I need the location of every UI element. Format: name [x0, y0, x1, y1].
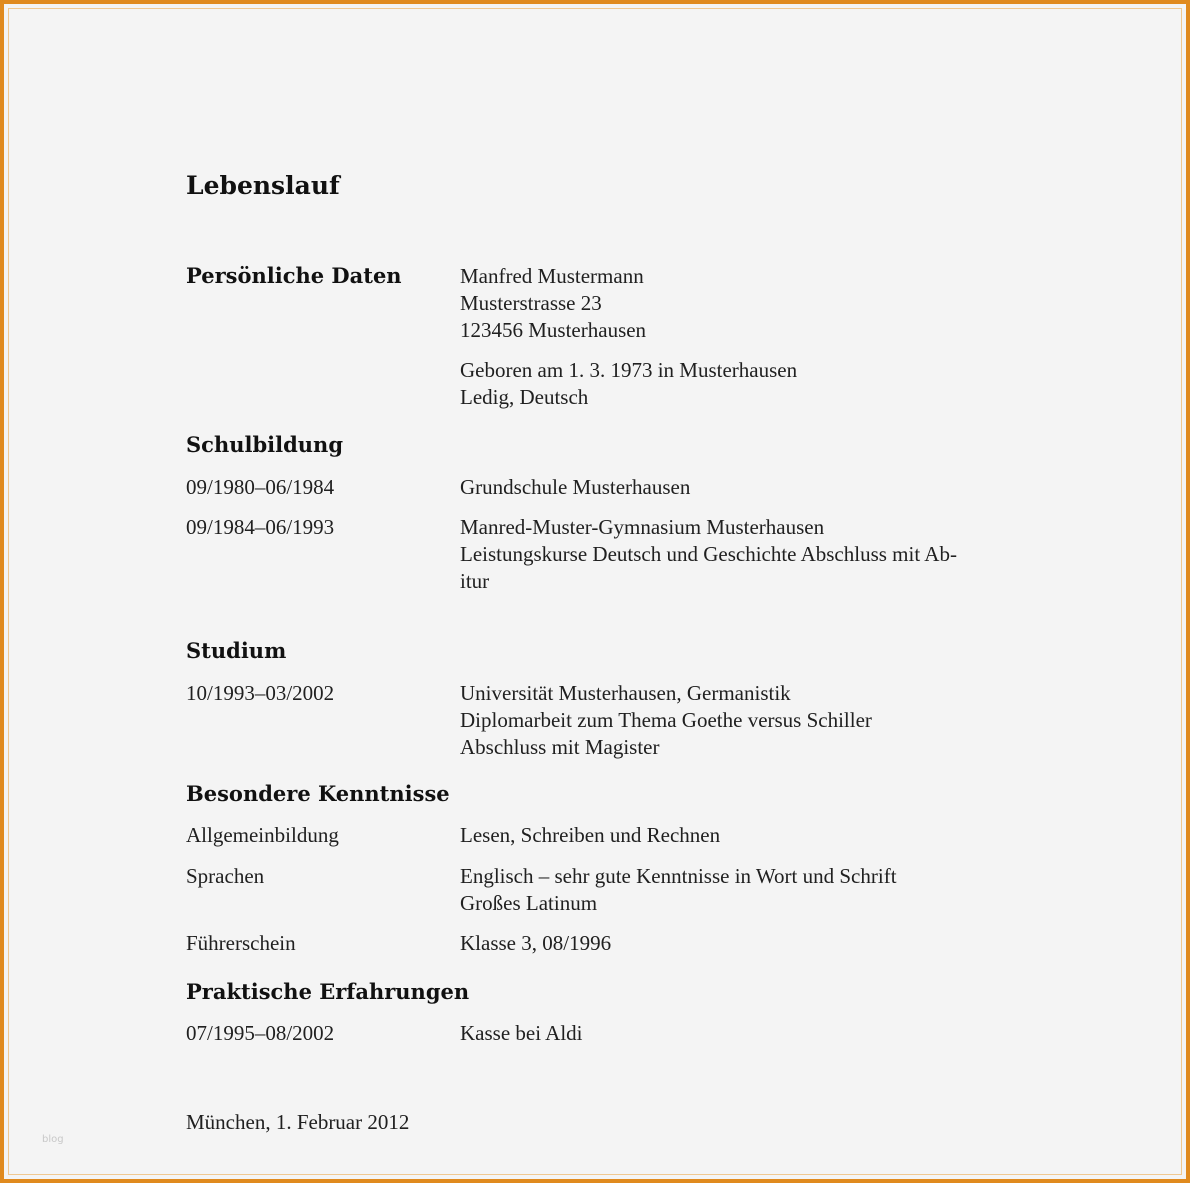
personal-name: Manfred Mustermann	[460, 264, 644, 288]
section-heading-skills: Besondere Kenntnisse	[186, 781, 450, 806]
experience-entry-label: 07/1995–08/2002	[186, 1021, 335, 1045]
school-entry-line: Manred-Muster-Gymnasium Musterhausen	[460, 515, 825, 539]
school-entry-line: Leistungskurse Deutsch und Geschichte Abschluss mit Ab-	[460, 542, 957, 566]
skills-entry-line: Englisch – sehr gute Kenntnisse in Wort und Schrift	[460, 864, 897, 888]
school-entry-label: 09/1984–06/1993	[186, 515, 335, 539]
section-heading-study: Studium	[186, 638, 287, 663]
skills-entry-label: Sprachen	[186, 864, 265, 888]
personal-city: 123456 Musterhausen	[460, 318, 647, 342]
section-heading-school: Schulbildung	[186, 432, 344, 457]
study-entry-line: Diplomarbeit zum Thema Goethe versus Schiller	[460, 708, 872, 732]
skills-entry-line: Großes Latinum	[460, 891, 598, 915]
section-heading-personal: Persönliche Daten	[186, 263, 402, 288]
place-and-date: München, 1. Februar 2012	[186, 1110, 410, 1134]
personal-status: Ledig, Deutsch	[460, 385, 589, 409]
study-entry-line: Universität Musterhausen, Germanistik	[460, 681, 791, 705]
skills-entry-line: Lesen, Schreiben und Rechnen	[460, 823, 721, 847]
skills-entry-label: Allgemeinbildung	[186, 823, 339, 847]
page-frame	[8, 8, 1182, 1175]
skills-entry-line: Klasse 3, 08/1996	[460, 931, 612, 955]
skills-entry-label: Führerschein	[186, 931, 296, 955]
personal-street: Musterstrasse 23	[460, 291, 602, 315]
section-heading-experience: Praktische Erfahrungen	[186, 979, 470, 1004]
document-title: Lebenslauf	[186, 171, 340, 200]
personal-birth: Geboren am 1. 3. 1973 in Musterhausen	[460, 358, 798, 382]
study-entry-line: Abschluss mit Magister	[460, 735, 660, 759]
study-entry-label: 10/1993–03/2002	[186, 681, 335, 705]
school-entry-line: itur	[460, 569, 490, 593]
school-entry-line: Grundschule Musterhausen	[460, 475, 691, 499]
experience-entry-line: Kasse bei Aldi	[460, 1021, 583, 1045]
watermark-text: blog	[42, 1134, 64, 1145]
school-entry-label: 09/1980–06/1984	[186, 475, 335, 499]
